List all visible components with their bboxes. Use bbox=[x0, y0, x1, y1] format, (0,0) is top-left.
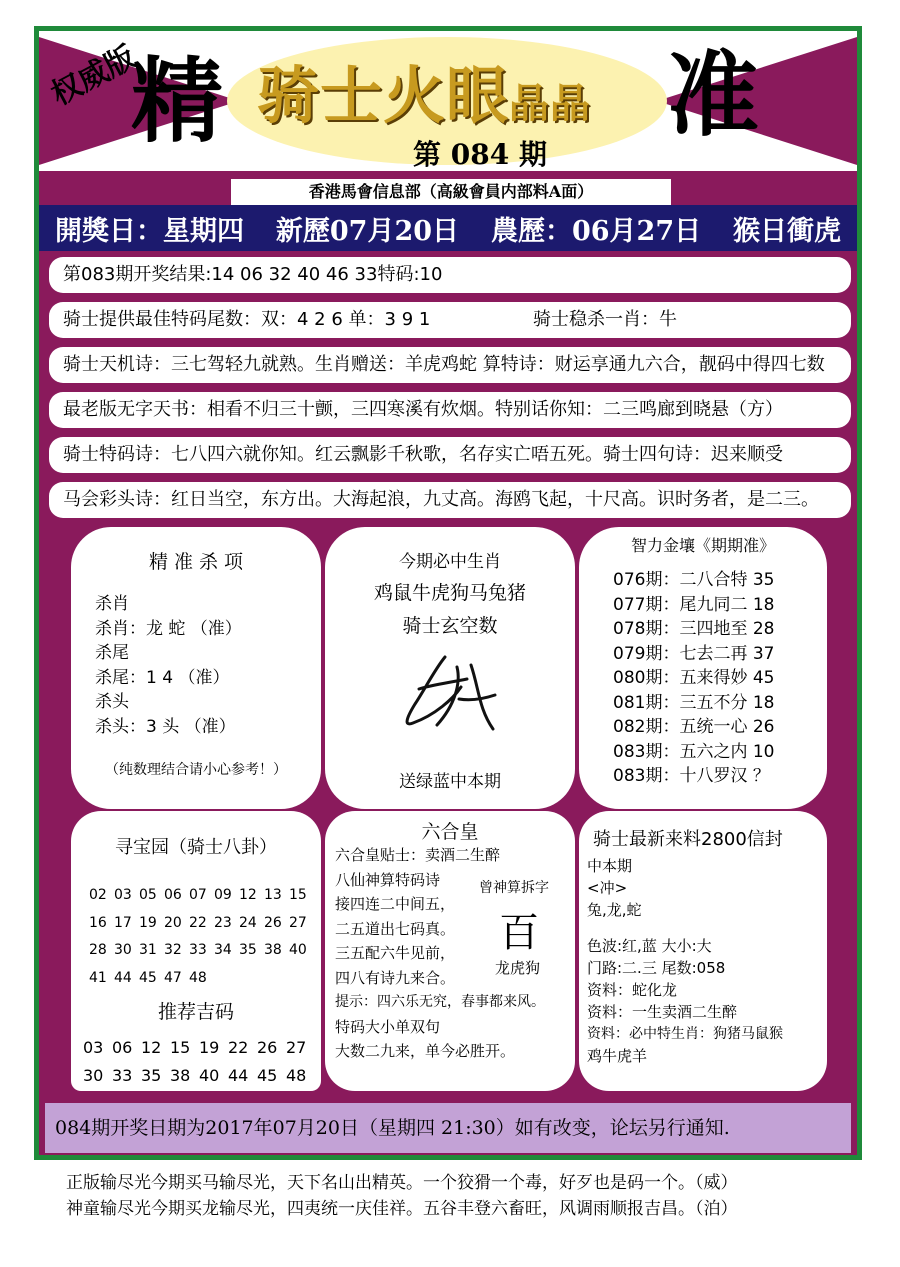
history-panel bbox=[579, 527, 827, 809]
previous-result-row: 第083期开奖结果:14 06 32 40 46 33特码:10 bbox=[49, 257, 851, 293]
tail-number-text: 骑士提供最佳特码尾数：双：4 2 6 单：3 9 1 bbox=[63, 309, 431, 330]
treasure-number-grid bbox=[89, 881, 321, 991]
treasure-number: 27 bbox=[289, 914, 307, 931]
history-title: 智力金壤《期期准》 bbox=[630, 536, 775, 555]
treasure-number: 26 bbox=[264, 914, 282, 931]
recommended-number: 33 bbox=[112, 1066, 133, 1085]
title-left-char: 精 bbox=[131, 47, 224, 155]
treasure-number: 20 bbox=[164, 914, 182, 931]
treasure-number: 09 bbox=[214, 887, 232, 903]
split-word-title: 曾神算拆字 bbox=[479, 880, 549, 896]
handwritten-glyph-icon bbox=[395, 649, 505, 739]
kill-line: 杀头 bbox=[95, 692, 129, 712]
must-win-zodiacs: 鸡鼠牛虎狗马兔猪 bbox=[373, 582, 526, 604]
liuhe-line: 八仙神算特码诗 bbox=[335, 870, 441, 889]
treasure-number: 22 bbox=[189, 914, 207, 931]
latest-panel bbox=[579, 811, 827, 1091]
treasure-number: 45 bbox=[139, 969, 157, 986]
must-win-title: 今期必中生肖 bbox=[399, 552, 501, 572]
history-list bbox=[613, 568, 827, 789]
treasure-number: 19 bbox=[139, 914, 157, 931]
kill-zodiac-text: 骑士稳杀一肖：牛 bbox=[533, 309, 677, 330]
liuhe-line: 六合皇贴士：卖酒二生醉 bbox=[335, 846, 501, 864]
lunar-calendar-date: 農歷：06月27日 bbox=[490, 215, 702, 247]
latest-line: 资料：必中特生肖：狗猪马鼠猴 bbox=[587, 1026, 783, 1042]
kill-list bbox=[95, 592, 321, 739]
recommended-number: 38 bbox=[170, 1066, 191, 1085]
poem-row-2: 最老版无字天书：相看不归三十颤，三四寒溪有炊烟。特别话你知：二三鸣廊到晓悬（方） bbox=[49, 392, 851, 428]
logo-small: 晶晶 bbox=[509, 80, 592, 127]
kill-panel bbox=[71, 527, 321, 809]
kill-line: 杀肖 bbox=[95, 594, 129, 614]
treasure-number: 06 bbox=[164, 887, 182, 903]
latest-line: 资料：蛇化龙 bbox=[587, 981, 678, 999]
header bbox=[39, 31, 857, 171]
treasure-number: 33 bbox=[189, 942, 207, 958]
history-item: 083期：十八罗汉 ？ bbox=[613, 766, 770, 786]
subtitle: 香港馬會信息部（高級會員内部料A面） bbox=[231, 179, 671, 205]
poem-row-4: 马会彩头诗：红日当空，东方出。大海起浪，九丈高。海鸥飞起，十尺高。识时务者，是二三。 bbox=[49, 482, 851, 518]
liuhe-line: 接四连二中间五， bbox=[335, 895, 456, 913]
poem-row-1: 骑士天机诗：三七驾轻九就熟。生肖赠送：羊虎鸡蛇 算特诗：财运享通九六合，靓码中得四七数 bbox=[49, 347, 851, 383]
recommended-number: 48 bbox=[286, 1066, 307, 1085]
authority-label: 权威版 bbox=[45, 39, 142, 113]
treasure-number: 23 bbox=[214, 914, 232, 931]
latest-line: 鸡牛虎羊 bbox=[587, 1047, 648, 1065]
history-item: 081期：三五不分 18 bbox=[613, 692, 775, 713]
treasure-number: 30 bbox=[114, 942, 132, 958]
kill-line: 杀尾：1 4 （准） bbox=[95, 667, 230, 688]
history-item: 077期：尾九同二 18 bbox=[613, 594, 775, 615]
draw-day: 開獎日：星期四 bbox=[54, 215, 244, 247]
latest-line: 门路:二.三 尾数:058 bbox=[587, 959, 726, 977]
latest-title: 骑士最新来料2800信封 bbox=[593, 829, 783, 850]
title-right-char: 准 bbox=[667, 41, 760, 149]
kill-line: 杀肖：龙 蛇 （准） bbox=[95, 618, 242, 639]
history-item: 083期：五六之内 10 bbox=[613, 741, 775, 762]
recommended-number: 44 bbox=[228, 1066, 249, 1085]
issue-number: 第 084 期 bbox=[413, 138, 547, 171]
treasure-panel bbox=[71, 811, 321, 1091]
history-item: 080期：五来得妙 45 bbox=[613, 668, 775, 688]
latest-line bbox=[587, 921, 827, 935]
liuhe-panel bbox=[325, 811, 575, 1091]
treasure-number: 12 bbox=[239, 887, 257, 903]
treasure-title: 寻宝园（骑士八卦） bbox=[115, 837, 277, 858]
mystery-number-title: 骑士玄空数 bbox=[402, 615, 498, 637]
new-calendar-date: 新歷07月20日 bbox=[275, 215, 460, 247]
recommended-number: 35 bbox=[141, 1066, 162, 1085]
recommended-number: 22 bbox=[228, 1038, 249, 1057]
latest-line: 中本期 bbox=[587, 857, 633, 875]
treasure-number: 35 bbox=[239, 942, 257, 958]
treasure-number: 07 bbox=[189, 887, 207, 903]
recommended-number: 45 bbox=[257, 1066, 278, 1085]
treasure-number: 17 bbox=[114, 914, 132, 931]
recommended-number-grid bbox=[83, 1034, 321, 1090]
recommended-number: 30 bbox=[83, 1066, 104, 1085]
recommended-number: 12 bbox=[141, 1038, 162, 1057]
liuhe-line: 四八有诗九来合。 bbox=[335, 968, 456, 987]
date-bar bbox=[39, 205, 857, 251]
recommended-number: 03 bbox=[83, 1038, 104, 1057]
logo-main: 骑士火眼 bbox=[257, 59, 510, 132]
recommended-number: 15 bbox=[170, 1038, 191, 1057]
recommended-title: 推荐吉码 bbox=[157, 1001, 234, 1023]
treasure-number: 31 bbox=[139, 942, 157, 958]
poem-row-3: 骑士特码诗：七八四六就你知。红云飘影千秋歌，名存实亡唔五死。骑士四句诗：迟来顺受 bbox=[49, 437, 851, 473]
liuhe-title: 六合皇 bbox=[421, 821, 479, 843]
liuhe-line: 特码大小单双句 bbox=[335, 1017, 441, 1036]
history-item: 079期：七去二再 37 bbox=[613, 643, 775, 664]
recommended-number: 40 bbox=[199, 1066, 220, 1085]
logo-text bbox=[257, 59, 592, 132]
split-word-answer: 龙虎狗 bbox=[495, 959, 541, 977]
liuhe-line: 大数二九来，单今必胜开。 bbox=[335, 1042, 516, 1060]
recommended-number: 19 bbox=[199, 1038, 220, 1057]
split-word-char: 百 bbox=[499, 910, 539, 956]
clash-note: 猴日衝虎 bbox=[733, 215, 842, 247]
treasure-number: 34 bbox=[214, 942, 232, 958]
treasure-number: 44 bbox=[114, 969, 132, 986]
treasure-number: 32 bbox=[164, 942, 182, 958]
recommended-number: 26 bbox=[257, 1038, 278, 1057]
tail-number-row bbox=[49, 302, 851, 338]
history-item: 076期：二八合特 35 bbox=[613, 570, 775, 590]
treasure-number: 24 bbox=[239, 914, 257, 931]
kill-line: 杀尾 bbox=[95, 643, 129, 663]
latest-lines bbox=[587, 855, 827, 1067]
liuhe-line: 二五道出七码真。 bbox=[335, 919, 456, 938]
bottom-poem-2: 神童输尽光今期买龙输尽光，四夷统一庆佳祥。五谷丰登六畜旺，风调雨顺报吉昌。（泊） bbox=[66, 1199, 738, 1219]
recommended-number: 06 bbox=[112, 1038, 133, 1057]
draw-date-notice: 084期开奖日期为2017年07月20日（星期四 21:30）如有改变，论坛另行通知. bbox=[45, 1103, 851, 1153]
treasure-number: 03 bbox=[114, 887, 132, 903]
poster-frame bbox=[34, 26, 862, 1160]
liuhe-line: 提示：四六乐无究，春事都来风。 bbox=[335, 994, 545, 1010]
liuhe-line: 三五配六牛见前， bbox=[335, 944, 456, 962]
recommended-number: 27 bbox=[286, 1038, 307, 1057]
latest-line: 色波:红,蓝 大小:大 bbox=[587, 937, 712, 955]
latest-line: <冲> bbox=[587, 879, 628, 897]
treasure-number: 40 bbox=[289, 942, 307, 958]
treasure-number: 47 bbox=[164, 969, 182, 986]
latest-line: 兔,龙,蛇 bbox=[587, 901, 642, 919]
treasure-number: 28 bbox=[89, 942, 107, 958]
treasure-number: 41 bbox=[89, 969, 107, 986]
treasure-number: 05 bbox=[139, 887, 157, 903]
treasure-number: 02 bbox=[89, 887, 107, 903]
treasure-number: 48 bbox=[189, 969, 207, 986]
must-win-panel bbox=[325, 527, 575, 809]
history-item: 078期：三四地至 28 bbox=[613, 619, 775, 639]
kill-note: （纯数理结合请小心参考！） bbox=[105, 762, 287, 778]
treasure-number: 16 bbox=[89, 914, 107, 931]
treasure-number: 15 bbox=[289, 887, 307, 903]
treasure-number: 38 bbox=[264, 942, 282, 958]
kill-panel-title: 精 准 杀 项 bbox=[148, 551, 244, 573]
bottom-poem-1: 正版输尽光今期买马输尽光，天下名山出精英。一个狡猾一个毒，好歹也是码一个。（威） bbox=[66, 1173, 738, 1193]
history-item: 082期：五统一心 26 bbox=[613, 717, 775, 737]
kill-line: 杀头：3 头 （准） bbox=[95, 716, 236, 737]
treasure-number: 13 bbox=[264, 887, 282, 903]
latest-line: 资料：一生卖酒二生醉 bbox=[587, 1003, 738, 1021]
must-win-footer: 送绿蓝中本期 bbox=[399, 772, 501, 792]
